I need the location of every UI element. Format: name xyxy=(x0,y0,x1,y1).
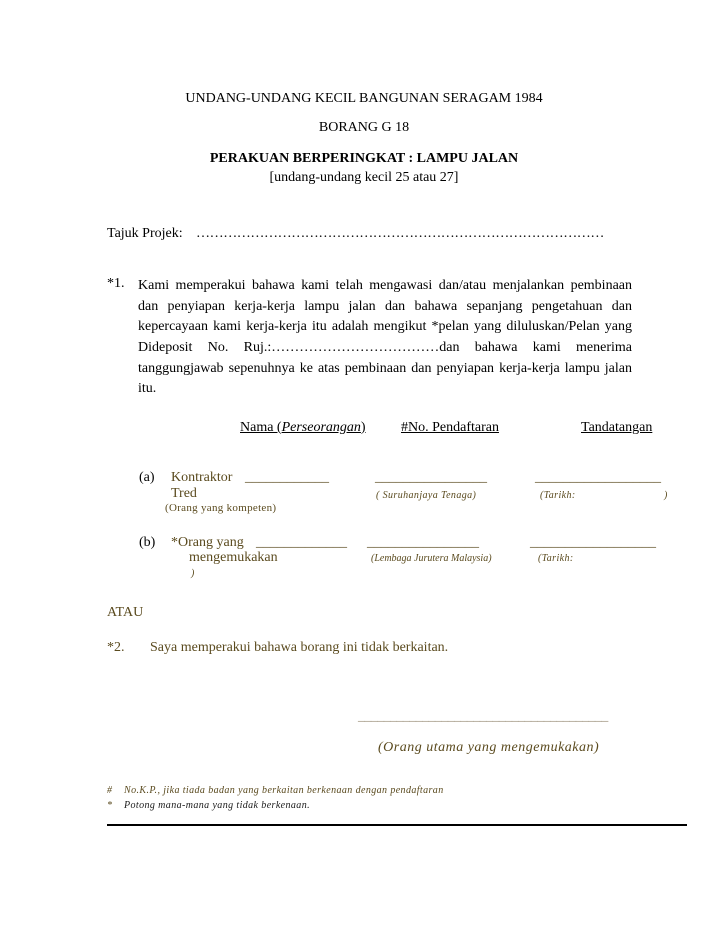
row-b-role-close: ) xyxy=(191,568,195,579)
name-header-prefix: Nama ( xyxy=(240,420,282,435)
declaration-1-line: Kami memperakui bahawa kami telah mengawasi dan/atau menjalankan pembinaan xyxy=(138,278,632,293)
footnote-text: No.K.P., jika tiada badan yang berkaitan berkenaan dengan pendaftaran xyxy=(124,785,444,796)
declaration-2-number: *2. xyxy=(107,640,125,655)
row-a-role-line2: Tred xyxy=(171,486,197,501)
form-code: BORANG G 18 xyxy=(318,120,410,135)
declaration-1-line: tanggungjawab sepenuhnya ke atas pembinaan dan penyiapan kerja-kerja lampu jalan xyxy=(138,361,632,376)
row-b-role-line1: *Orang yang xyxy=(171,535,244,550)
project-title-label: Tajuk Projek: xyxy=(107,226,183,241)
name-header-italic: Perseorangan xyxy=(281,420,361,435)
form-title: PERAKUAN BERPERINGKAT : LAMPU JALAN xyxy=(209,151,519,166)
declaration-1-number: *1. xyxy=(107,276,125,291)
footnote-text: Potong mana-mana yang tidak berkenaan. xyxy=(124,800,311,811)
column-header-registration: #No. Pendaftaran xyxy=(401,420,499,435)
row-b-registration-note: (Lembaga Jurutera Malaysia) xyxy=(371,553,492,564)
row-a-role-note: (Orang yang kompeten) xyxy=(165,502,277,514)
declaration-1-line: dan penyiapan kerja-kerja lampu jalan dan bahawa sepanjang pengetahuan dan xyxy=(138,299,632,314)
column-header-signature: Tandatangan xyxy=(581,420,653,435)
submitter-signature-field[interactable]: _______________________________________ xyxy=(358,709,608,724)
row-a-signature-field[interactable]: __________________ xyxy=(535,470,661,485)
column-header-name xyxy=(240,420,366,436)
footnote-mark: * xyxy=(107,800,113,811)
or-divider-label: ATAU xyxy=(107,605,144,620)
row-b-registration-field[interactable]: ________________ xyxy=(367,535,479,550)
row-a-name-field[interactable]: ____________ xyxy=(245,470,329,485)
declaration-1-line: itu. xyxy=(138,381,157,396)
by-law-reference: [undang-undang kecil 25 atau 27] xyxy=(269,170,459,185)
row-b-date-label: (Tarikh: xyxy=(538,553,574,564)
declaration-1-line: Dideposit No. Ruj.:………………………………dan bahawa kami menerima xyxy=(138,340,632,355)
act-title: UNDANG-UNDANG KECIL BANGUNAN SERAGAM 1984 xyxy=(185,91,543,106)
bottom-divider xyxy=(107,824,687,826)
row-a-registration-field[interactable]: ________________ xyxy=(375,470,487,485)
row-a-role-line1: Kontraktor xyxy=(171,470,233,485)
row-a-date-close: ) xyxy=(664,490,668,501)
row-a-date-label: (Tarikh: xyxy=(540,490,576,501)
declaration-1-line: kepercayaan kami kerja-kerja itu adalah mengikut *pelan yang diluluskan/Pelan yang xyxy=(138,319,632,334)
declaration-2-text: Saya memperakui bahawa borang ini tidak berkaitan. xyxy=(150,640,449,655)
row-a-registration-note: ( Suruhanjaya Tenaga) xyxy=(376,490,477,501)
row-b-signature-field[interactable]: __________________ xyxy=(530,535,656,550)
row-b-letter: (b) xyxy=(139,535,156,550)
project-title-field[interactable]: ……………………………………………………………………………… xyxy=(196,226,605,241)
submitter-caption: (Orang utama yang mengemukakan) xyxy=(378,740,600,755)
row-b-name-field[interactable]: _____________ xyxy=(256,535,347,550)
row-b-role-line2: mengemukakan xyxy=(189,550,278,565)
footnote-mark: # xyxy=(107,785,113,796)
row-a-letter: (a) xyxy=(139,470,155,485)
name-header-suffix: ) xyxy=(360,420,366,435)
